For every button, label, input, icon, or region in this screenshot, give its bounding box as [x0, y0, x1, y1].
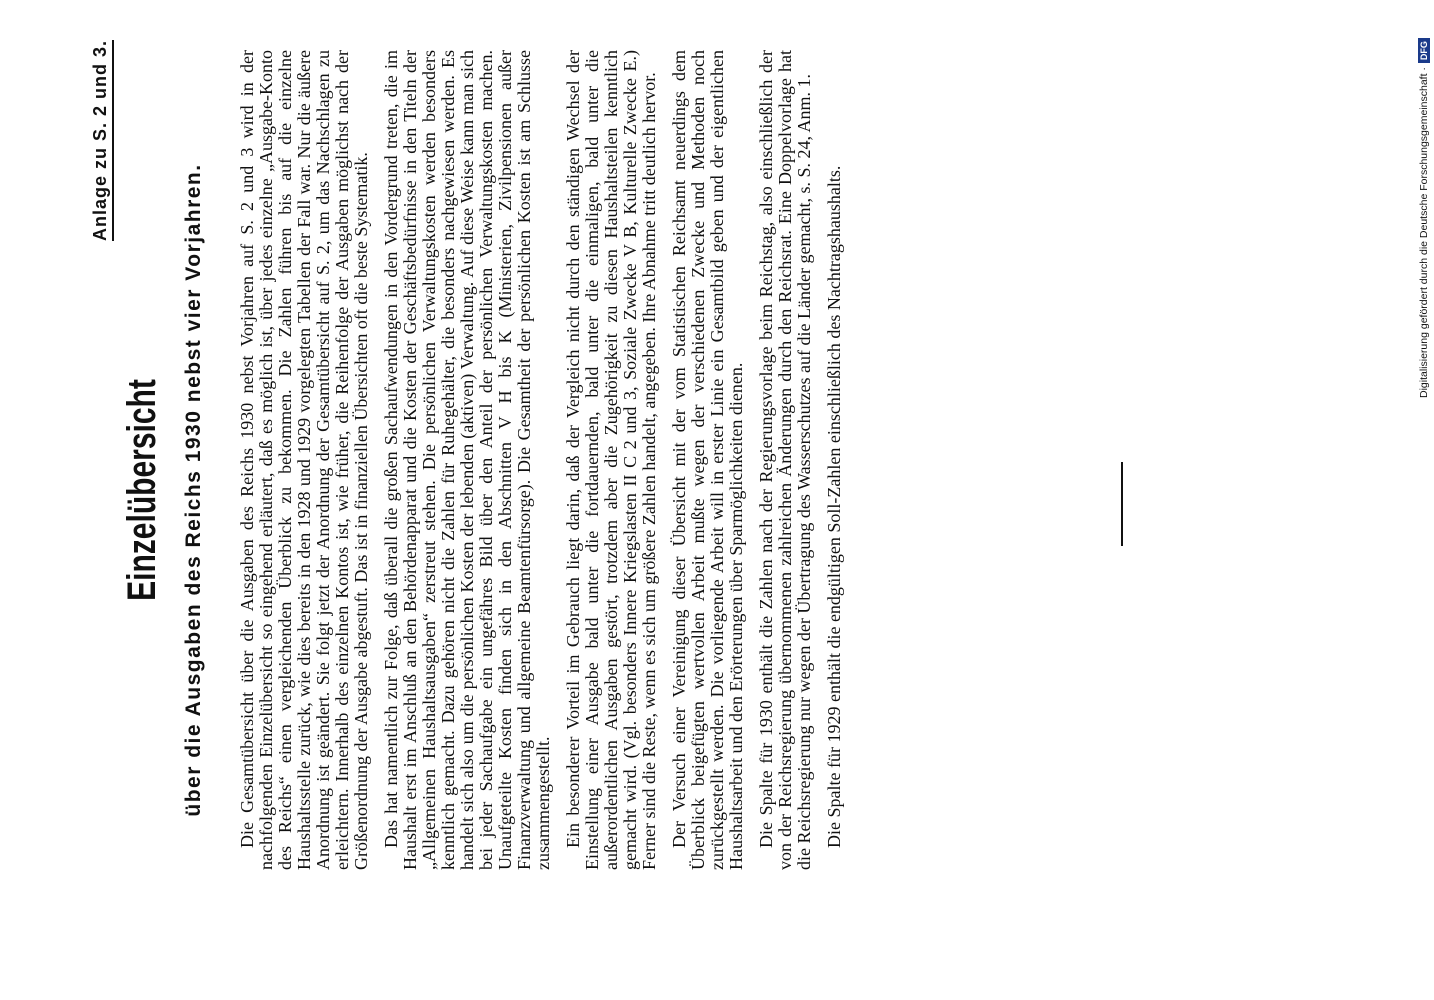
paragraph: Ein besonderer Vorteil im Gebrauch liegt darin, daß der Vergleich nicht durch den ständigen Wechsel der Einstellung einer Ausgabe bald unter die fortdauernden, bald unter die einmaligen, bald unter die außerordentlichen Ausgaben gestört, trotzdem aber die Zugehörigkeit zu diesen Haushaltsteilen kenntlich gemacht wird. (Vgl. besonders Innere Kriegslasten II C 2 und 3, Soziale Zwecke V B, Kulturelle Zwecke E.) Ferner sind die Reste, wenn es sich um größere Zahlen handelt, angegeben. Ihre Abnahme tritt deutlich hervor.	[563, 50, 659, 870]
paragraph: Die Gesamtübersicht über die Ausgaben des Reichs 1930 nebst Vorjahren auf S. 2 und 3 wird in der nachfolgenden Einzelübersicht so eingehend erläutert, daß es möglich ist, über jedes einzelne „Ausgabe-Konto des Reichs“ einen vergleichenden Überblick zu bekommen. Die Zahlen führen bis auf die einzelne Haushaltsstelle zurück, wie dies bereits in den 1928 und 1929 vorgelegten Tabellen der Fall war. Nur die äußere Anordnung ist geändert. Sie folgt jetzt der Anordnung der Gesamtübersicht auf S. 2, um das Nachschlagen zu erleichtern. Innerhalb des einzelnen Kontos ist, wie früher, die Reihenfolge der Ausgaben möglichst nach der Größenordnung der Ausgabe abgestuft. Das ist in finanziellen Übersichten oft die beste Systematik.	[237, 50, 371, 870]
digitization-credit	[1412, 8, 1434, 398]
paragraph: Die Spalte für 1930 enthält die Zahlen nach der Regierungsvorlage beim Reichstag, also einschließlich der von der Reichsregierung übernommenen zahlreichen Änderungen durch den Reichsrat. Eine Doppelvorlage hat die Reichsregierung nur wegen der Übertragung des Wasserschutzes auf die Länder gemacht, s. S. 24, Anm. 1.	[756, 50, 814, 870]
rotated-page-content	[90, 40, 1040, 940]
dfg-logo: DFG	[1418, 38, 1430, 63]
appendix-reference: Anlage zu S. 2 und 3.	[90, 40, 114, 241]
paragraph: Die Spalte für 1929 enthält die endgültigen Soll-Zahlen einschließlich des Nachtragshaushalts.	[824, 165, 844, 848]
page-subtitle: über die Ausgaben des Reichs 1930 nebst vier Vorjahren.	[182, 163, 205, 817]
document-page	[90, 30, 1000, 960]
credit-text: Digitalisierung gefördert durch die Deutsche Forschungsgemeinschaft ·	[1418, 67, 1430, 398]
body-text	[238, 50, 855, 870]
paragraph: Der Versuch einer Vereinigung dieser Übersicht mit der vom Statistischen Reichsamt neuerdings dem Überblick beigefügten wertvollen Arbeit mußte wegen der verschiedenen Zwecke und Methoden noch zurückgestellt werden. Die vorliegende Arbeit will in erster Linie ein Gesamtbild geben und der eigentlichen Haushaltsarbeit und den Erörterungen über Sparmöglichkeiten dienen.	[669, 50, 746, 870]
separator-rule	[1121, 462, 1123, 546]
page-title: Einzelübersicht	[120, 379, 164, 601]
paragraph: Das hat namentlich zur Folge, daß überall die großen Sachaufwendungen in den Vordergrund treten, die im Haushalt erst im Anschluß an den Behördenapparat und die Kosten der Geschäftsbedürfnisse in den Titeln der „Allgemeinen Haushaltsausgaben“ zerstreut stehen. Die persönlichen Verwaltungskosten werden besonders kenntlich gemacht. Dazu gehören nicht die Zahlen für Ruhegehälter, die besonders nachgewiesen werden. Es handelt sich also um die persönlichen Kosten der lebenden (aktiven) Verwaltung. Auf diese Weise kann man sich bei jeder Sachaufgabe ein ungefähres Bild über den Anteil der persönlichen Verwaltungskosten machen. Unaufgeteilte Kosten finden sich in den Abschnitten V H bis K (Ministerien, Zivilpensionen außer Finanzverwaltung und allgemeine Beamtenfürsorge). Die Gesamtheit der persönlichen Kosten ist am Schlusse zusammengestellt.	[381, 50, 553, 870]
